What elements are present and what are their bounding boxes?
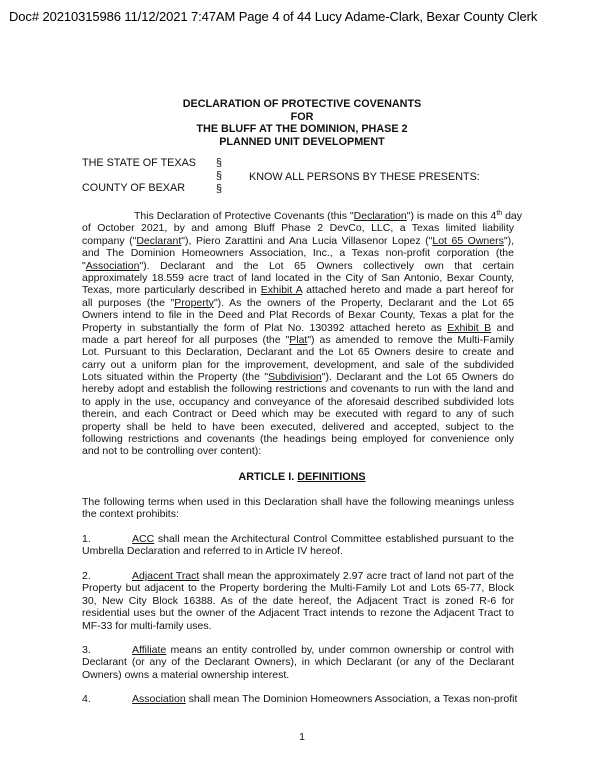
- defined-term: Plat: [289, 333, 308, 346]
- know-all-persons: KNOW ALL PERSONS BY THESE PRESENTS:: [249, 171, 480, 183]
- defined-term: Property: [174, 296, 214, 309]
- text-line: property shall be held to have been executed, delivered and accepted, subject to the: [82, 420, 514, 433]
- article-heading: [0, 471, 604, 483]
- text-line: Lots situated within the Property (the "Subdivision"). Declarant and the Lot 65 Owners do: [82, 371, 514, 384]
- section-symbol-1: §: [216, 157, 223, 169]
- text-line: Lot. Pursuant to this Declaration, Declarant and the Lot 65 Owners desire to create and: [82, 346, 514, 359]
- definition-number: 1.: [82, 533, 91, 545]
- defined-term: Lot 65 Owners: [432, 234, 504, 247]
- defined-term: Declarant: [136, 234, 182, 247]
- text-line: This Declaration of Protective Covenants (this "Declaration") is made on this 4th day: [134, 210, 523, 222]
- text-line: following restrictions and covenants (the headings being employed for convenience only: [82, 433, 514, 446]
- text-line: therein, and each Contract or Deed which may be executed with regard to any of such: [82, 408, 514, 421]
- title-line-1: DECLARATION OF PROTECTIVE COVENANTS: [182, 98, 422, 110]
- defined-term: Subdivision: [268, 371, 322, 384]
- text-line: 2. Adjacent Tract shall mean the approximately 2.97 acre tract of land not part of the: [82, 570, 514, 582]
- definitions-intro: [82, 496, 514, 521]
- text-line: 4. Association shall mean The Dominion Homeowners Association, a Texas non-profit: [82, 693, 518, 705]
- defined-term: Association: [85, 259, 140, 272]
- text-line: made a part hereof for all purposes (the "Plat") as amended to remove the Multi-Family: [82, 333, 514, 346]
- defined-term: Adjacent Tract: [132, 570, 200, 582]
- definition-3: [82, 644, 514, 681]
- definition-number: 3.: [82, 644, 91, 656]
- document-title: [0, 98, 604, 148]
- definition-4: [82, 693, 518, 705]
- venue-state: THE STATE OF TEXAS: [82, 157, 196, 169]
- section-symbol-2: §: [216, 170, 223, 182]
- page-number: 1: [299, 731, 305, 743]
- title-line-3: THE BLUFF AT THE DOMINION, PHASE 2: [196, 123, 408, 136]
- intro-paragraph: [82, 210, 523, 458]
- article-title: DEFINITIONS: [297, 471, 366, 483]
- text-line: Declarant (or any of the Declarant Owners), in which Declarant (or any of the Declarant: [82, 656, 514, 669]
- text-line: Umbrella Declaration and referred to in Article IV hereof.: [82, 545, 343, 558]
- text-line: the context prohibits:: [82, 508, 179, 521]
- title-line-2: FOR: [290, 110, 314, 123]
- text-line: "Association"). Declarant and the Lot 65 Owners collectively own that certain: [82, 259, 514, 272]
- defined-term: Affiliate: [132, 644, 167, 656]
- defined-term: Declaration: [353, 210, 407, 222]
- text-line: Owners) owns a material ownership interest.: [82, 668, 290, 681]
- defined-term: Exhibit A: [260, 284, 303, 297]
- text-line: and The Dominion Homeowners Association, Inc., a Texas non-profit corporation (the: [82, 247, 514, 260]
- text-line: hereby adopt and establish the following restrictions and covenants to run with the land and: [82, 383, 514, 396]
- title-line-4: PLANNED UNIT DEVELOPMENT: [219, 135, 385, 148]
- defined-term: ACC: [132, 533, 155, 545]
- text-line: carry out a uniform plan for the improvement, development, and sale of the subdivided: [82, 358, 514, 371]
- definition-2: [82, 570, 514, 632]
- text-line: approximately 18.559 acre tract of land located in the City of San Antonio, Bexar County,: [82, 271, 514, 284]
- text-line: Texas, more particularly described in Exhibit A attached hereto and made a part hereof for: [82, 284, 515, 297]
- defined-term: Association: [132, 693, 186, 705]
- text-line: all purposes (the "Property"). As the owners of the Property, Declarant and the Lot 65: [82, 296, 514, 309]
- recording-stamp: Doc# 20210315986 11/12/2021 7:47AM Page 4 of 44 Lucy Adame-Clark, Bexar County Clerk: [9, 9, 538, 24]
- text-line: Owners intend to file in the Deed and Plat Records of Bexar County, Texas a plat for the: [82, 309, 514, 322]
- text-line: 30, New City Block 16388. As of the date hereof, the Adjacent Tract is zoned R-6 for: [82, 594, 514, 607]
- text-line: company ("Declarant"), Piero Zarattini and Ana Lucia Villasenor Lopez ("Lot 65 Owners"),: [82, 234, 514, 247]
- venue-county: COUNTY OF BEXAR: [82, 182, 185, 194]
- text-line: residential uses but the owner of the Adjacent Tract intends to rezone the Adjacent Tract to: [82, 607, 514, 620]
- section-symbol-3: §: [216, 183, 223, 195]
- definition-1: [82, 533, 514, 558]
- text-line: 1. ACC shall mean the Architectural Control Committee established pursuant to the: [82, 533, 514, 545]
- superscript: th: [496, 210, 503, 217]
- text-line: Property but adjacent to the Property bordering the Multi-Family Lot and Lots 65-77, Block: [82, 582, 514, 595]
- definition-number: 4.: [82, 693, 91, 705]
- text-line: Property in substantially the form of Plat No. 130392 attached hereto as Exhibit B and: [82, 321, 514, 334]
- text-line: of October 2021, by and among Bluff Phase 2 DevCo, LLC, a Texas limited liability: [82, 222, 514, 235]
- text-line: to apply in the use, occupancy and conveyance of the aforesaid described subdivided lots: [82, 395, 514, 408]
- definition-number: 2.: [82, 570, 91, 582]
- text-line: MF-33 for multi-family uses.: [82, 619, 212, 632]
- text-line: The following terms when used in this Declaration shall have the following meanings unless: [82, 496, 514, 508]
- article-prefix: ARTICLE I.: [238, 471, 298, 483]
- defined-term: Exhibit B: [447, 321, 492, 334]
- text-line: and not to be controlling over content):: [82, 445, 262, 458]
- text-line: 3. Affiliate means an entity controlled by, under common ownership or control with: [82, 644, 514, 656]
